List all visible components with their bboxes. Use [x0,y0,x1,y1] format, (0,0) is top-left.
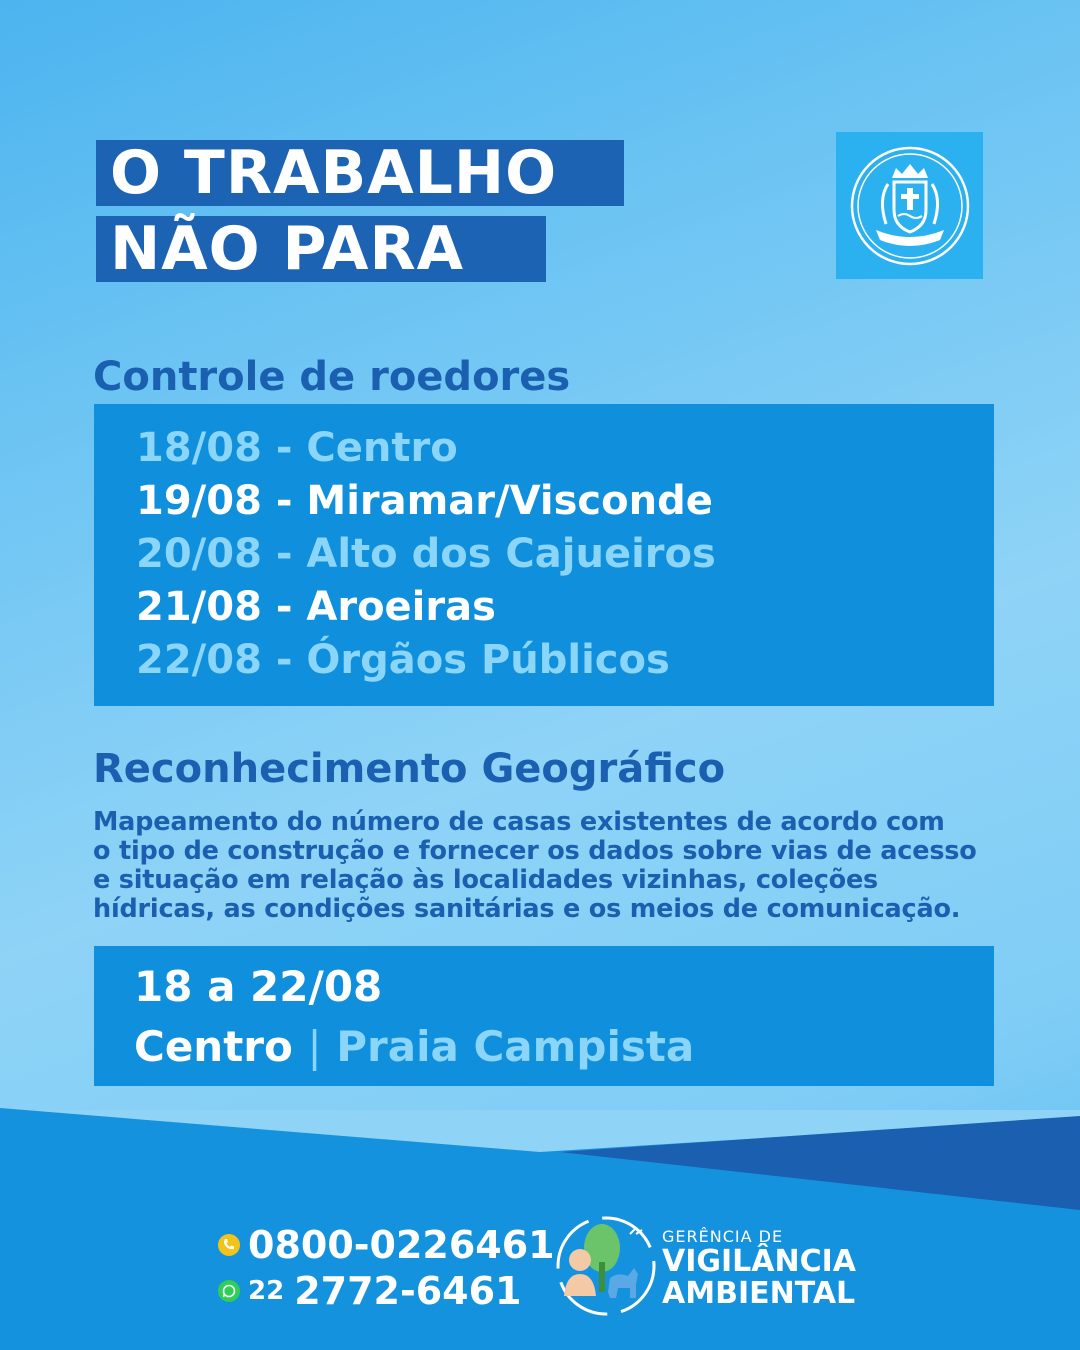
title-line-1: O TRABALHO [96,140,624,206]
seal-box [836,132,983,279]
geo-description-line: o tipo de construção e fornecer os dados sobre vias de acesso [93,836,977,866]
brand-line-2: VIGILÂNCIA [662,1244,857,1279]
whatsapp-contact[interactable] [218,1268,555,1314]
schedule-row-5: 22/08 - Órgãos Públicos [136,637,670,683]
schedule-row-1: 18/08 - Centro [136,425,458,471]
geo-schedule-panel [94,946,994,1086]
whatsapp-icon [218,1280,240,1302]
geo-places [134,1016,994,1078]
geo-description-line: e situação em relação às localidades vizinhas, coleções [93,865,879,895]
geo-description-line: Mapeamento do número de casas existentes de acordo com [93,807,945,837]
phone-icon [218,1234,240,1256]
geo-heading: Reconhecimento Geográfico [93,746,726,792]
environment-logo-icon [552,1212,660,1320]
schedule-row-2: 19/08 - Miramar/Visconde [136,478,713,524]
brand-logo [552,1212,857,1324]
geo-description-line: hídricas, as condições sanitárias e os meios de comunicação. [93,894,961,924]
schedule-row-3: 20/08 - Alto dos Cajueiros [136,531,716,577]
geo-place-1: Centro [134,1022,293,1071]
municipal-coat-of-arms-icon [848,144,972,268]
geo-date: 18 a 22/08 [134,962,383,1011]
geo-description [93,808,1023,924]
brand-text [662,1228,856,1310]
phone-number: 0800-0226461 [248,1223,555,1267]
title-line-2: NÃO PARA [96,216,546,282]
geo-place-2: Praia Campista [336,1022,695,1071]
geo-separator: | [307,1022,322,1071]
whatsapp-number: 2772-6461 [294,1269,522,1313]
phone-contact[interactable] [218,1222,555,1268]
rodent-control-heading: Controle de roedores [93,354,571,400]
contacts [218,1222,555,1314]
rodent-schedule-panel [94,404,994,706]
brand-line-1: GERÊNCIA DE [662,1227,784,1246]
schedule-row-4: 21/08 - Aroeiras [136,584,496,630]
whatsapp-prefix: 22 [248,1276,285,1306]
brand-line-3: AMBIENTAL [662,1276,856,1311]
